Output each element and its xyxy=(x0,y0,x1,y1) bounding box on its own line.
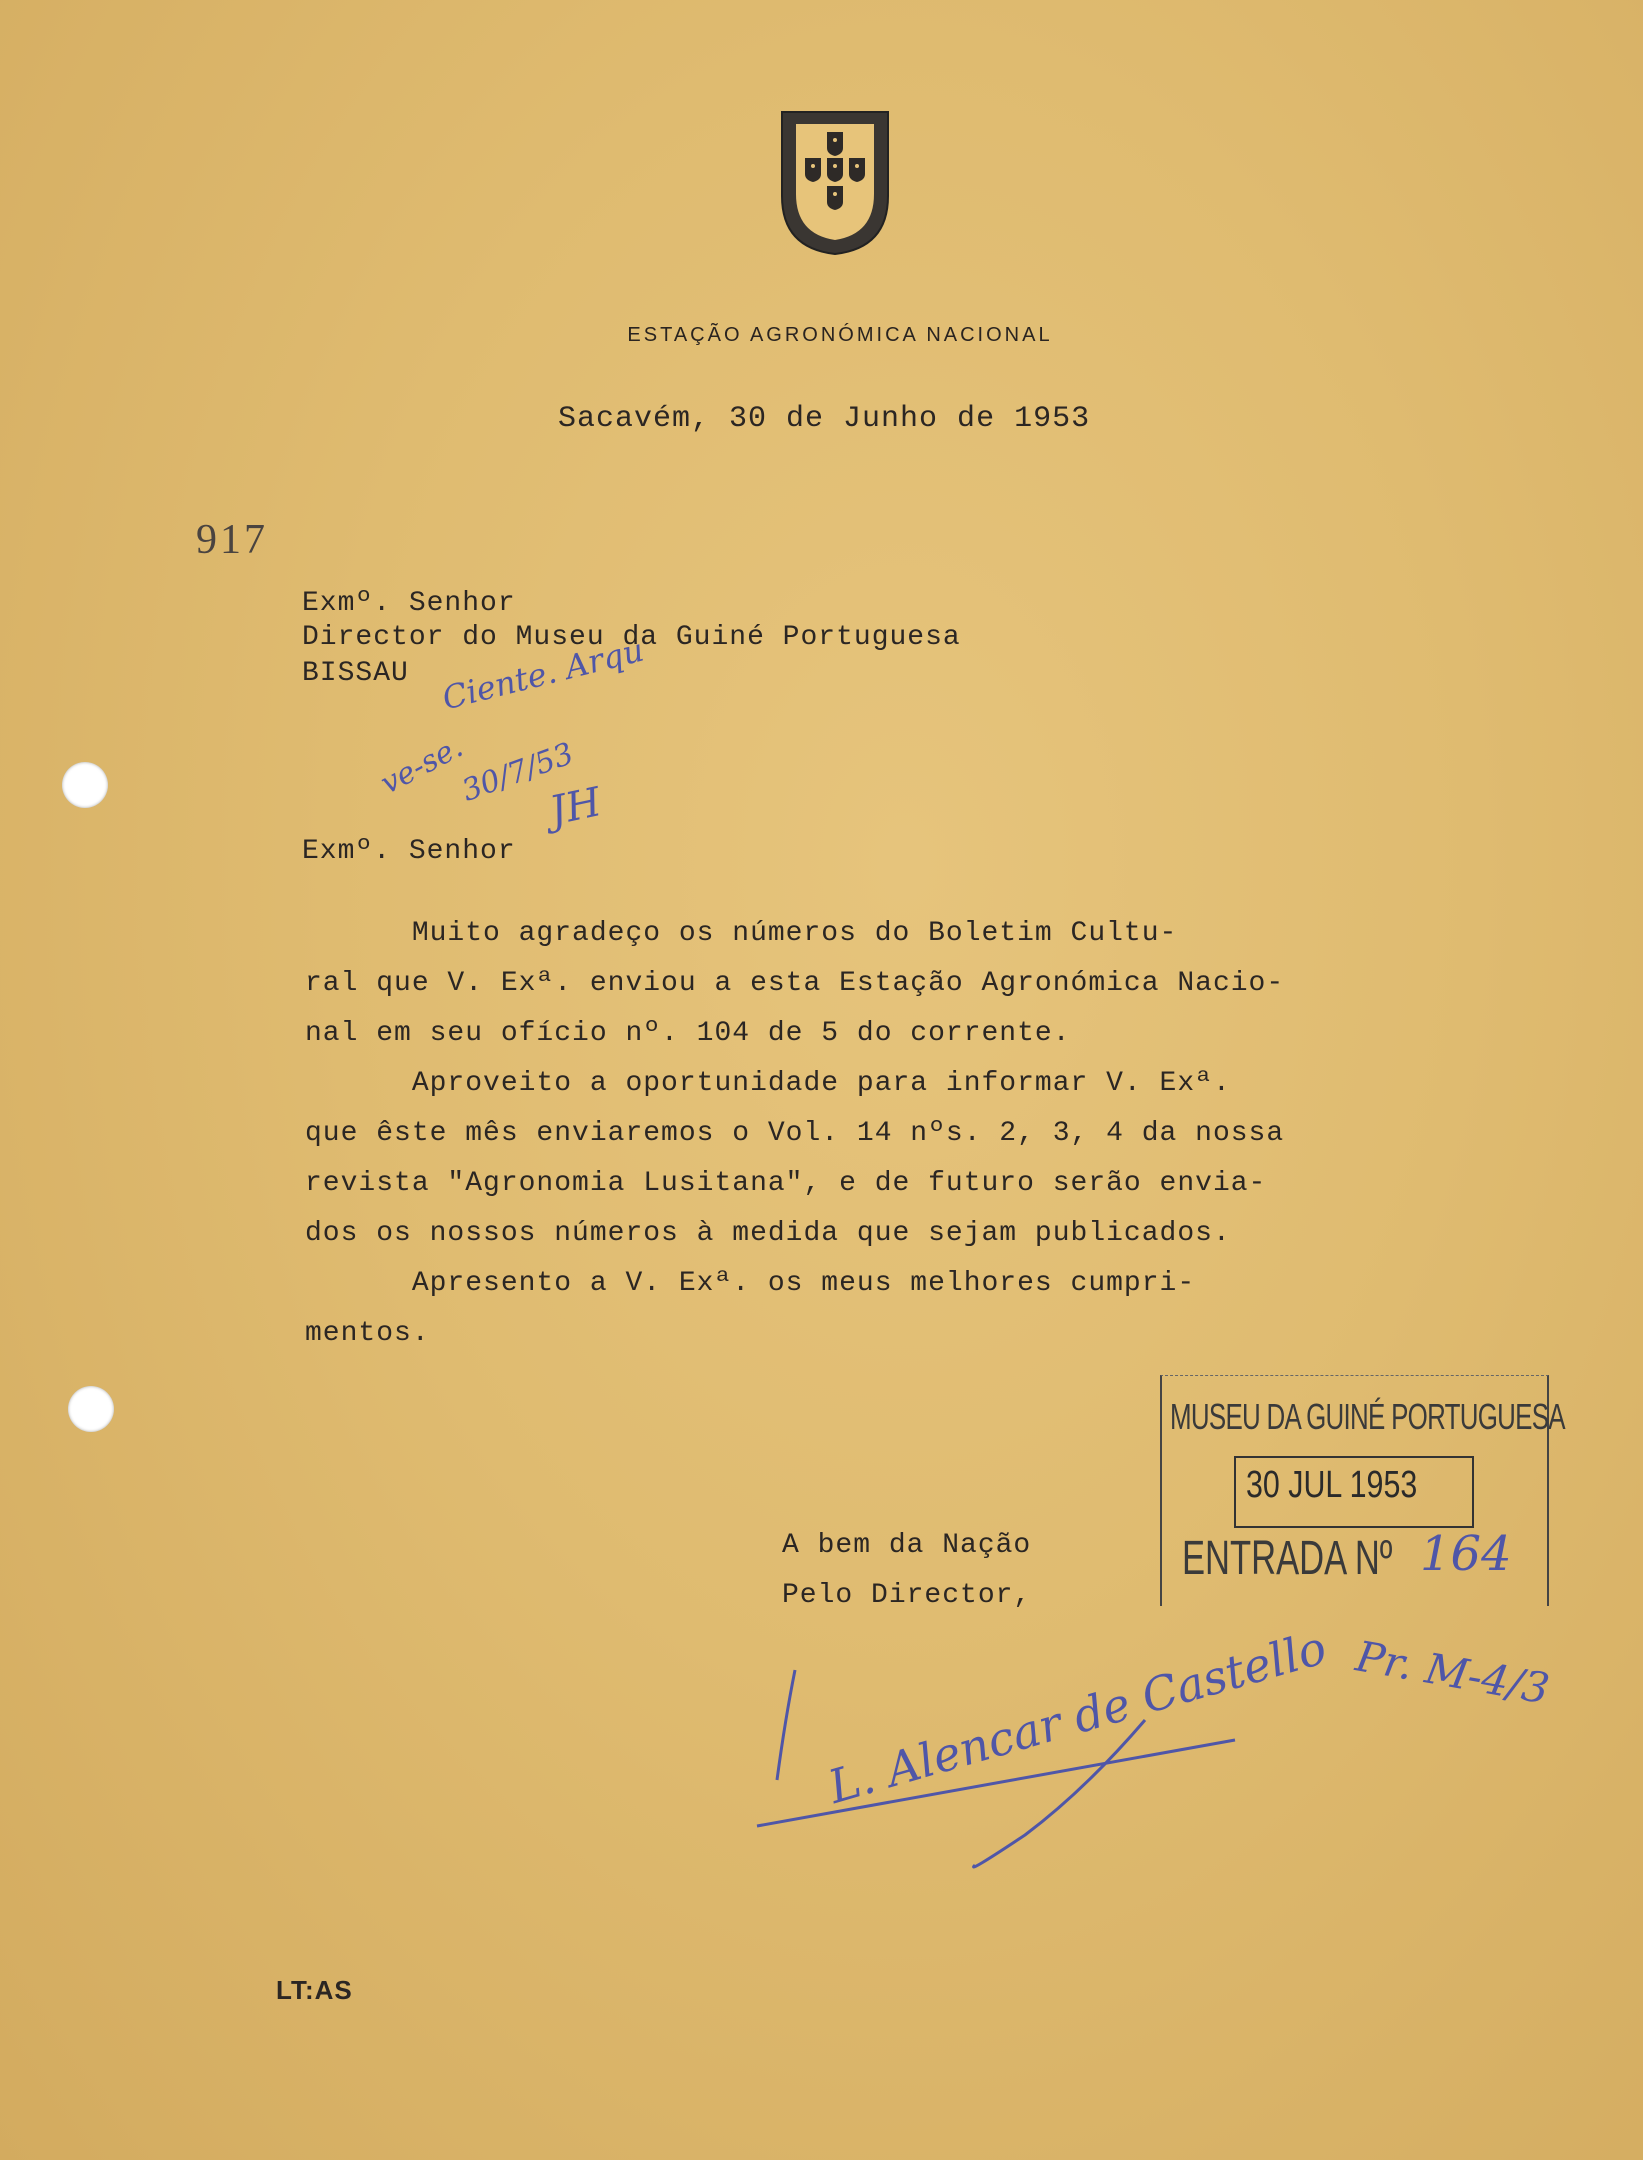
annotation-line-1: Ciente. Arqu xyxy=(438,630,648,718)
typist-initials: LT:AS xyxy=(276,1975,353,2005)
punch-hole xyxy=(62,762,108,808)
body-line: Apresento a V. Exª. os meus melhores cumpri- xyxy=(305,1268,1196,1299)
receipt-stamp xyxy=(1160,1375,1565,1606)
filing-note: Pr. M-4/3 xyxy=(1352,1631,1553,1714)
greeting: Exmº. Senhor xyxy=(302,836,516,867)
stamp-entry-number: 164 xyxy=(1420,1526,1512,1582)
reference-number: 917 xyxy=(196,517,268,563)
body-line: dos os nossos números à medida que sejam publicados. xyxy=(305,1218,1231,1249)
coat-of-arms-icon xyxy=(778,108,892,256)
body-line: revista "Agronomia Lusitana", e de futuro serão envia- xyxy=(305,1168,1267,1199)
body-line: Muito agradeço os números do Boletim Cultu- xyxy=(305,918,1178,949)
body-line: ral que V. Exª. enviou a esta Estação Agronómica Nacio- xyxy=(305,968,1285,999)
body-line: mentos. xyxy=(305,1318,430,1349)
signature-text: L. Alencar de Castello xyxy=(822,1620,1333,1814)
place-date: Sacavém, 30 de Junho de 1953 xyxy=(558,402,1091,436)
body-line: nal em seu ofício nº. 104 de 5 do corrente. xyxy=(305,1018,1071,1049)
stamp-header: MUSEU DA GUINÉ PORTUGUESA xyxy=(1170,1396,1565,1437)
closing-line-2: Pelo Director, xyxy=(782,1580,1032,1611)
institution-name: ESTAÇÃO AGRONÓMICA NACIONAL xyxy=(627,324,1053,346)
annotation-date: 30/7/53 xyxy=(457,736,579,809)
stamp-date-box xyxy=(1234,1456,1474,1528)
stamp-entry-label: ENTRADA Nº xyxy=(1182,1532,1393,1585)
closing-line-1: A bem da Nação xyxy=(782,1530,1032,1561)
body-line: Aproveito a oportunidade para informar V. Exª. xyxy=(305,1068,1231,1099)
annotation-line-2: ve-se. xyxy=(374,729,469,802)
annotation-initials: JH xyxy=(545,779,606,835)
stamp-date: 30 JUL 1953 xyxy=(1246,1464,1418,1506)
recipient-title: Director do Museu da Guiné Portuguesa xyxy=(302,622,961,653)
body-line: que êste mês enviaremos o Vol. 14 nºs. 2, 3, 4 da nossa xyxy=(305,1118,1285,1149)
recipient-salutation: Exmº. Senhor xyxy=(302,588,516,619)
recipient-city: BISSAU xyxy=(302,658,409,689)
punch-hole xyxy=(68,1386,114,1432)
